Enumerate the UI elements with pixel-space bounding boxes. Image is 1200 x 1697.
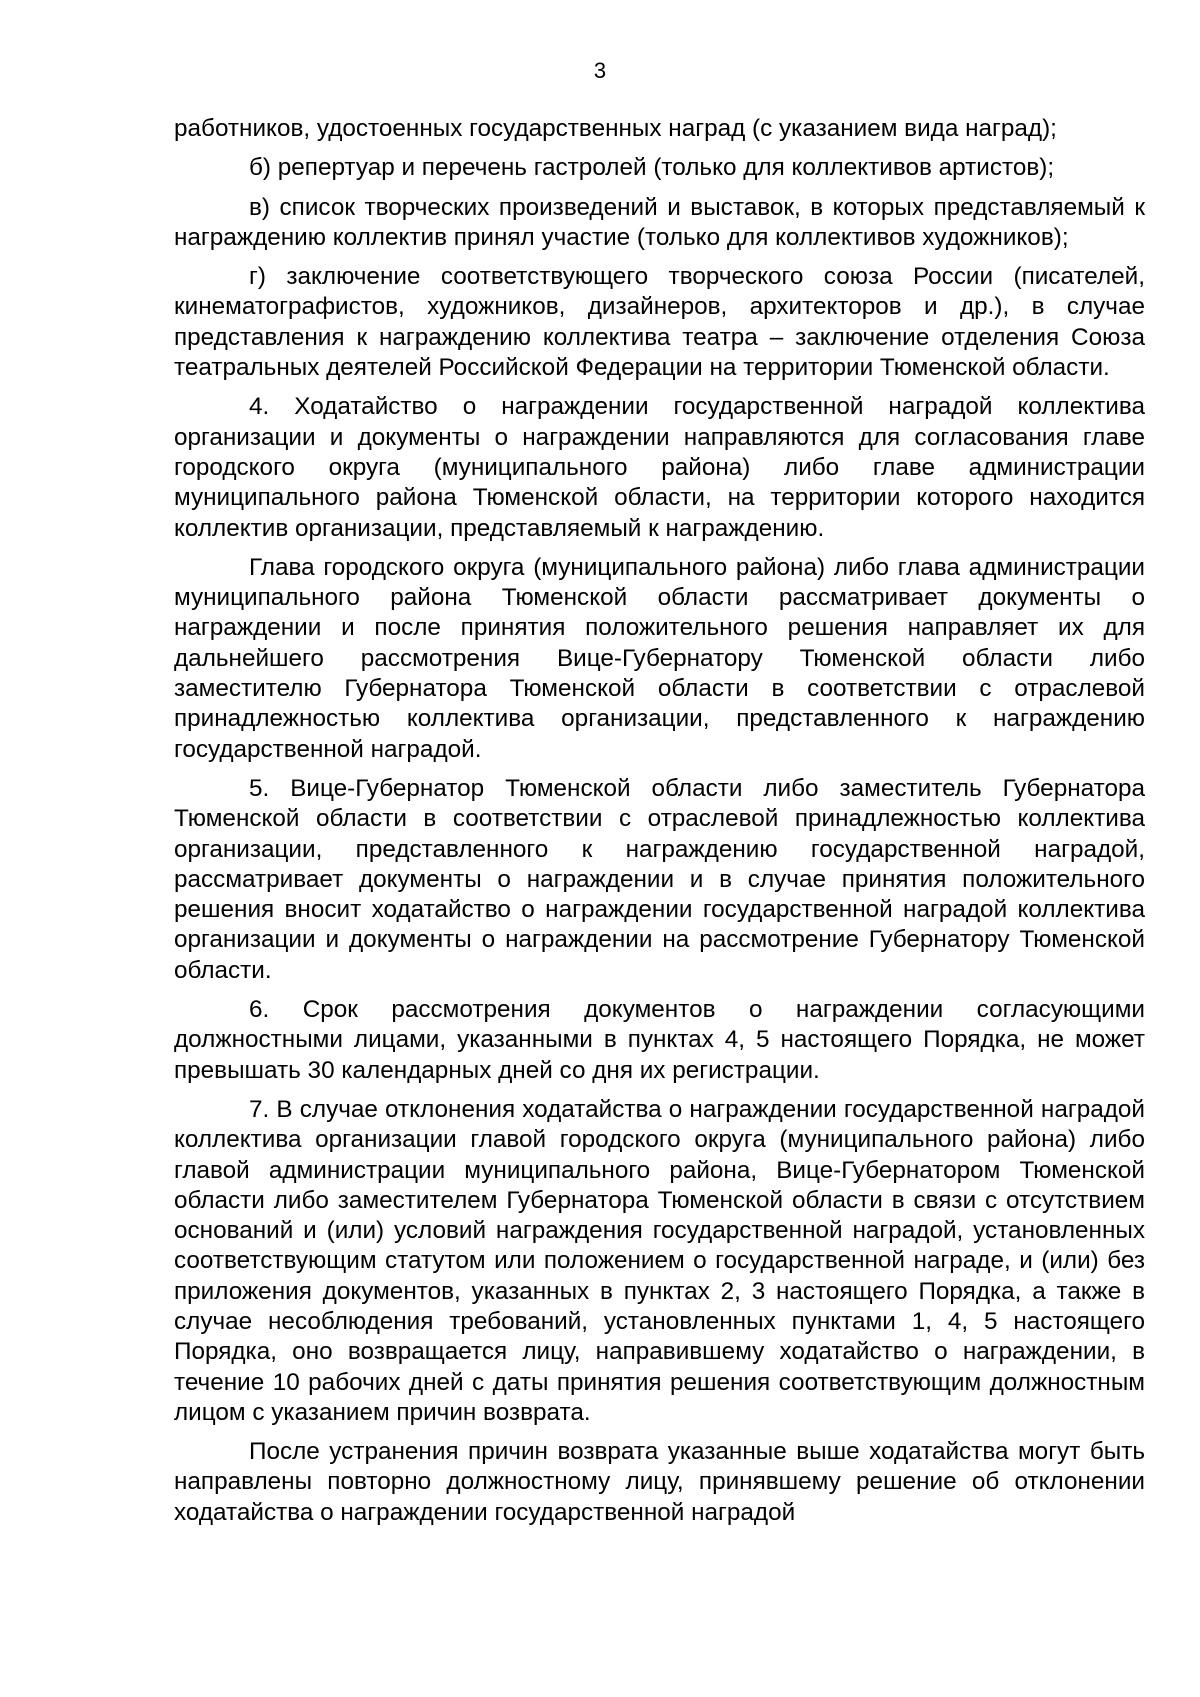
paragraph-clause-4: 4. Ходатайство о награждении государственной наградой коллектива организации и документы о награждении направляются для согласования главе городского округа (муниципального района) либо главе администрации муниципального района Тюменской области, на территории которого находится коллектив организации, представляемый к награждению. xyxy=(174,393,1145,542)
page-number: 3 xyxy=(593,58,607,83)
document-body xyxy=(174,114,1145,1528)
paragraph-item-v: в) список творческих произведений и выставок, в которых представляемый к награждению коллектив принял участие (только для коллективов художников); xyxy=(174,193,1145,251)
paragraph-continuation: работников, удостоенных государственных наград (с указанием вида наград); xyxy=(174,115,1057,142)
paragraph-item-g: г) заключение соответствующего творческого союза России (писателей, кинематографистов, художников, дизайнеров, архитекторов и др.), в случае представления к награждению коллектива театра – заключение отделения Союза театральных деятелей Российской Федерации на территории Тюменской области. xyxy=(174,263,1145,382)
paragraph-clause-5: 5. Вице-Губернатор Тюменской области либо заместитель Губернатора Тюменской области в соответствии с отраслевой принадлежностью коллектива организации, представленного к награждению государственной наградой, рассматривает документы о награждении и в случае принятия положительного решения вносит ходатайство о награждении государственной наградой коллектива организации и документы о награждении на рассмотрение Губернатору Тюменской области. xyxy=(174,774,1145,984)
paragraph-clause-6: 6. Срок рассмотрения документов о награждении согласующими должностными лицами, указанными в пунктах 4, 5 настоящего Порядка, не может превышать 30 календарных дней со дня их регистрации. xyxy=(174,996,1145,1084)
paragraph-clause-7-continued: После устранения причин возврата указанные выше ходатайства могут быть направлены повторно должностному лицу, принявшему решение об отклонении ходатайства о награждении государственной наградой xyxy=(174,1438,1145,1526)
paragraph-item-b: б) репертуар и перечень гастролей (только для коллективов артистов); xyxy=(249,154,1055,182)
paragraph-clause-7: 7. В случае отклонения ходатайства о награждении государственной наградой коллектива организации главой городского округа (муниципального района) либо главой администрации муниципального района, Вице-Губернатором Тюменской области либо заместителем Губернатора Тюменской области в связи с отсутствием оснований и (или) условий награждения государственной наградой, установленных соответствующим статутом или положением о государственной награде, и (или) без приложения документов, указанных в пунктах 2, 3 настоящего Порядка, а также в случае несоблюдения требований, установленных пунктами 1, 4, 5 настоящего Порядка, оно возвращается лицу, направившему ходатайство о награждении, в течение 10 рабочих дней с даты принятия решения соответствующим должностным лицом с указанием причин возврата. xyxy=(174,1095,1145,1426)
paragraph-clause-4-continued: Глава городского округа (муниципального района) либо глава администрации муниципального района Тюменской области рассматривает документы о награждении и после принятия положительного решения направляет их для дальнейшего рассмотрения Вице-Губернатору Тюменской области либо заместителю Губернатора Тюменской области в соответствии с отраслевой принадлежностью коллектива организации, представленного к награждению государственной наградой. xyxy=(174,553,1145,763)
